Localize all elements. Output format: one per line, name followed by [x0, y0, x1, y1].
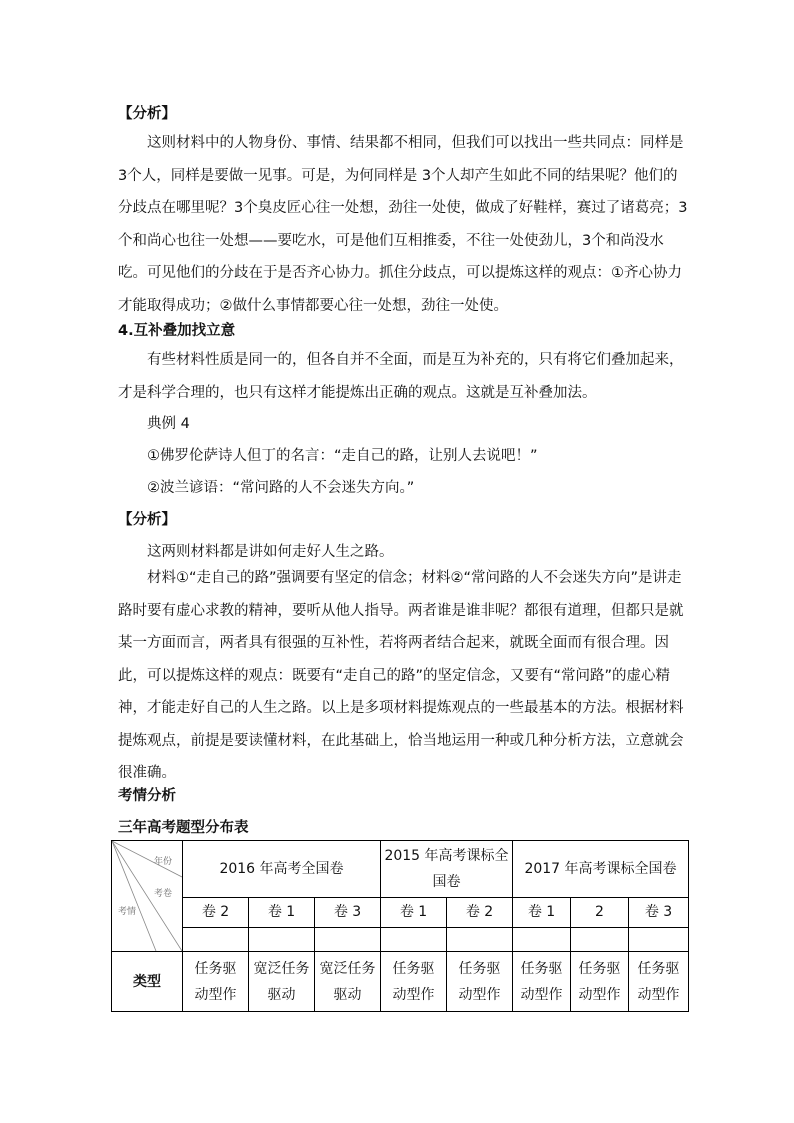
corner-label: 年份	[154, 857, 173, 867]
empty-cell	[381, 927, 447, 951]
paper-cell: 卷 2	[447, 897, 513, 927]
paper-cell: 2	[571, 897, 629, 927]
paper-cell: 卷 2	[183, 897, 249, 927]
table-title: 三年高考题型分布表	[118, 820, 249, 836]
corner-label: 考卷	[154, 889, 173, 899]
group-header: 2015 年高考课标全国卷	[381, 841, 513, 898]
example-item: ②波兰谚语：“常问路的人不会迷失方向。”	[147, 480, 415, 496]
empty-cell	[571, 927, 629, 951]
example-label: 典例 4	[147, 416, 190, 432]
type-cell	[315, 952, 381, 1012]
empty-cell	[513, 927, 571, 951]
type-text: 任务驱动型作	[578, 960, 621, 1003]
group-header: 2017 年高考课标全国卷	[513, 841, 689, 898]
empty-cell	[183, 927, 249, 951]
empty-cell	[629, 927, 689, 951]
empty-cell	[249, 927, 315, 951]
type-text: 宽泛任务驱动	[253, 960, 310, 1003]
type-text: 任务驱动型作	[637, 960, 680, 1003]
group-header: 2016 年高考全国卷	[183, 841, 381, 898]
analysis-paragraph: 这则材料中的人物身份、事情、结果都不相同，但我们可以找出一些共同点：同样是 3个人，同样是要做一见事。可是，为何同样是 3个人却产生如此不同的结果呢？他们的分歧点在哪里呢？3个臭皮匠心往一处想，劲往一处使，做成了好鞋样，赛过了诸葛亮；3个和尚心也往一处想——要吃水，可是他们互相推委，不往一处使劲儿，3个和尚没水吃。可见他们的分歧在于是否齐心协力。抓住分歧点，可以提炼这样的观点：①齐心协力才能取得成功；②做什么事情都要心往一处想，劲往一处使。	[118, 135, 688, 314]
type-text: 任务驱动型作	[392, 960, 435, 1003]
type-cell	[249, 952, 315, 1012]
paper-cell: 卷 1	[249, 897, 315, 927]
paper-cell: 卷 1	[513, 897, 571, 927]
analysis-heading: 【分析】	[118, 512, 176, 528]
analysis-paragraph: 材料①“走自己的路”强调要有坚定的信念；材料②“常问路的人不会迷失方向”是讲走路时要有虚心求教的精神，要听从他人指导。两者谁是谁非呢？都很有道理，但都只是就某一方面而言，两者具有很强的互补性，若将两者结合起来，就既全面而有很合理。因此，可以提炼这样的观点：既要有“走自己的路”的坚定信念，又要有“常问路”的虚心精神，才能走好自己的人生之路。以上是多项材料提炼观点的一些最基本的方法。根据材料提炼观点，前提是要读懂材料，在此基础上，恰当地运用一种或几种分析方法，立意就会很准确。	[118, 570, 684, 781]
type-cell	[447, 952, 513, 1012]
analysis-heading: 【分析】	[118, 106, 176, 122]
type-text: 任务驱动型作	[520, 960, 563, 1003]
paper-cell: 卷 3	[629, 897, 689, 927]
type-cell	[513, 952, 571, 1012]
paper-cell: 卷 1	[381, 897, 447, 927]
empty-cell	[447, 927, 513, 951]
type-text: 宽泛任务驱动	[319, 960, 376, 1003]
section-title: 4.互补叠加找立意	[118, 323, 236, 339]
diagonal-header-cell	[112, 841, 183, 952]
type-cell	[629, 952, 689, 1012]
analysis-sentence: 这两则材料都是讲如何走好人生之路。	[147, 544, 394, 560]
empty-cell	[315, 927, 381, 951]
section-paragraph: 有些材料性质是同一的，但各自并不全面，而是互为补充的，只有将它们叠加起来，才是科学合理的，也只有这样才能提炼出正确的观点。这就是互补叠加法。	[118, 352, 684, 401]
type-cell	[183, 952, 249, 1012]
type-cell	[381, 952, 447, 1012]
type-cell	[571, 952, 629, 1012]
type-text: 任务驱动型作	[458, 960, 501, 1003]
row-label: 类型	[112, 952, 183, 1012]
example-item: ①佛罗伦萨诗人但丁的名言：“走自己的路，让别人去说吧！”	[147, 448, 538, 464]
paper-cell: 卷 3	[315, 897, 381, 927]
type-text: 任务驱动型作	[194, 960, 237, 1003]
exam-analysis-title: 考情分析	[118, 788, 176, 804]
distribution-table	[111, 840, 689, 1012]
corner-label: 考情	[118, 907, 137, 917]
